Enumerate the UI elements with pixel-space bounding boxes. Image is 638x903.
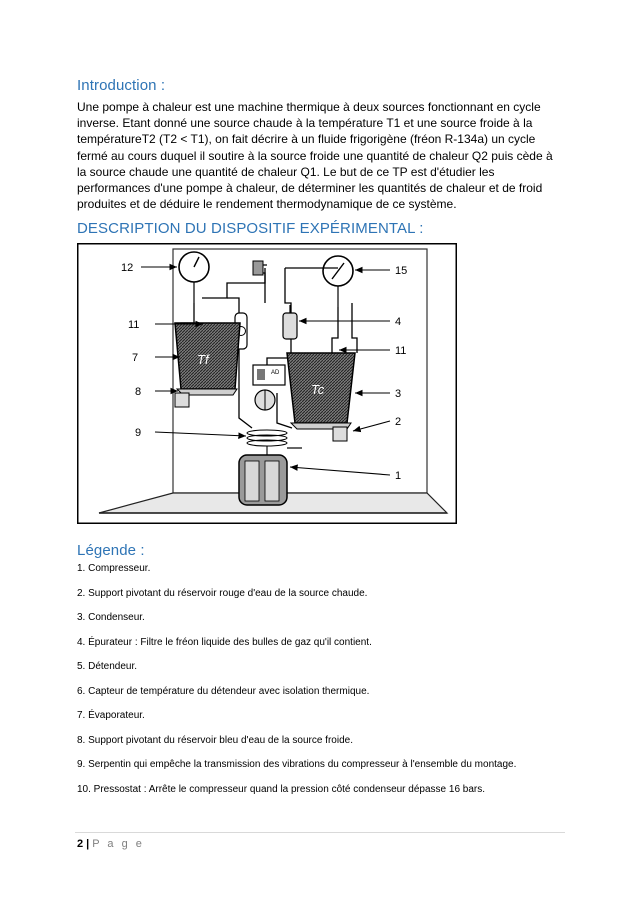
svg-text:Tc: Tc: [311, 382, 325, 397]
legend-item: 6. Capteur de température du détendeur avec isolation thermique.: [77, 685, 370, 697]
legend-item: 9. Serpentin qui empêche la transmission des vibrations du compresseur à l'ensemble du montage.: [77, 759, 517, 770]
condenser-tank: [287, 353, 355, 429]
svg-text:3: 3: [395, 388, 402, 400]
page-word: P a g e: [92, 838, 145, 850]
legend-item: 4. Épurateur : Filtre le fréon liquide des bulles de gaz qu'il contient.: [77, 636, 372, 648]
expansion-valve: [253, 261, 263, 275]
legend-heading: Légende :: [77, 542, 145, 559]
legend-item: 5. Détendeur.: [77, 661, 138, 672]
svg-text:1: 1: [395, 470, 402, 482]
heat-pump-diagram: [77, 243, 457, 524]
legend-item: 10. Pressostat : Arrête le compresseur quand la pression côté condenseur dépasse 16 bars.: [77, 783, 486, 795]
footer-separator: |: [86, 838, 90, 850]
svg-text:11: 11: [128, 319, 140, 331]
legend-item: 8. Support pivotant du réservoir bleu d'eau de la source froide.: [77, 734, 353, 746]
svg-text:2: 2: [395, 416, 402, 428]
page-footer: [77, 838, 144, 850]
intro-paragraph: Une pompe à chaleur est une machine thermique à deux sources fonctionnant en cycle inverse. Etant donné une source chaude à la température T1 et une source froide à la températureT2 (T2 < T1), on fait décrire à un fluide frigorigène (fréon R-134a) un cycle fermé au cours duquel il soutire à la source froide une quantité de chaleur Q2 puis cède à la source chaude une quantité de chaleur Q1. Le but de ce TP est d'étudier les performances d'une pompe à chaleur, de déterminer les quantités de chaleur et de froid produites et de déduire le rendement thermodynamique de ce système.: [77, 100, 553, 212]
svg-text:12: 12: [121, 262, 134, 274]
legend-list: [77, 562, 577, 807]
legend-item: 3. Condenseur.: [77, 612, 145, 623]
svg-text:11: 11: [395, 345, 407, 357]
svg-text:4: 4: [395, 316, 402, 328]
svg-text:7: 7: [132, 352, 139, 364]
description-heading: DESCRIPTION DU DISPOSITIF EXPÉRIMENTAL :: [77, 220, 424, 237]
page-number: 2: [77, 838, 84, 850]
footer-divider: [75, 832, 565, 833]
support-cold: [175, 393, 189, 407]
svg-text:AD: AD: [271, 370, 280, 376]
legend-item: 2. Support pivotant du réservoir rouge d'eau de la source chaude.: [77, 587, 368, 599]
svg-text:9: 9: [135, 427, 142, 439]
legend-item: 1. Compresseur.: [77, 563, 151, 574]
evaporator-tank: [175, 323, 240, 395]
intro-heading: Introduction :: [77, 77, 166, 94]
legend-item: 7. Évaporateur.: [77, 710, 145, 721]
svg-text:Tf: Tf: [197, 352, 209, 367]
svg-text:8: 8: [135, 386, 142, 398]
support-hot: [333, 427, 347, 441]
svg-text:15: 15: [395, 265, 408, 277]
